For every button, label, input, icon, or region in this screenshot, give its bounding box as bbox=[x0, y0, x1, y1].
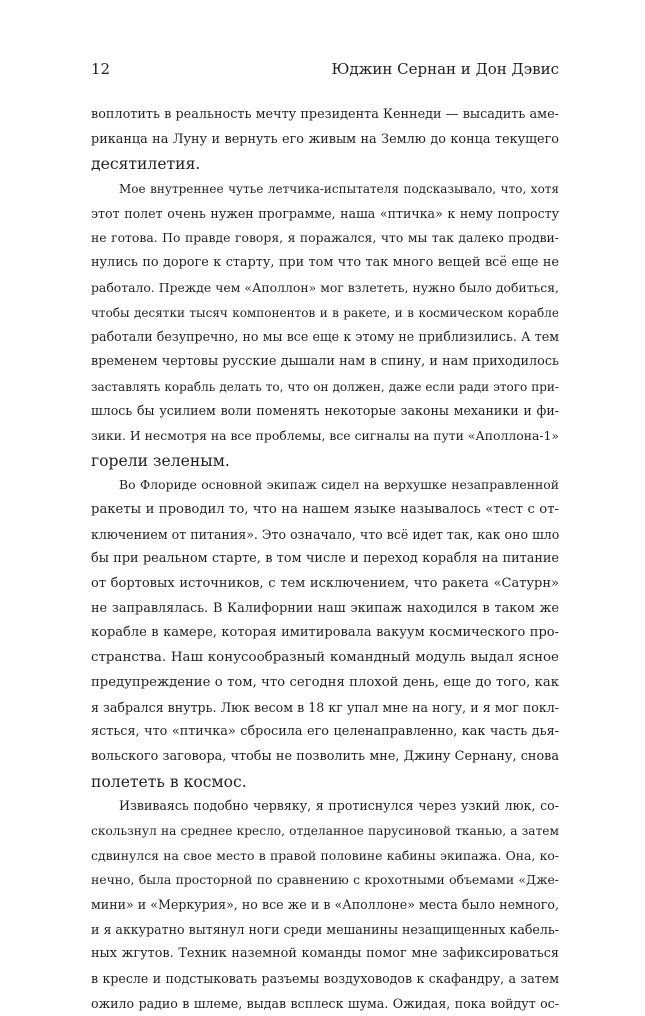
text-line: Извиваясь подобно червяку, я протиснулся через узкий люк, со- bbox=[119, 798, 559, 814]
text-line: от бортовых источников, с тем исключением, что ракета «Сатурн» bbox=[91, 576, 559, 592]
text-line: странства. Наш конусообразный командный модуль выдал ясное bbox=[91, 650, 559, 666]
text-line: горели зеленым. bbox=[91, 451, 230, 470]
text-line: временем чертовы русские дышали нам в спину, и нам приходилось bbox=[91, 353, 559, 369]
page-number: 12 bbox=[91, 60, 111, 78]
text-line: Мое внутреннее чутье летчика-испытателя подсказывало, что, хотя bbox=[119, 182, 559, 197]
text-line: десятилетия. bbox=[91, 155, 201, 174]
text-line: работало. Прежде чем «Аполлон» мог взлететь, нужно было добиться, bbox=[91, 279, 559, 295]
text-line: шлось бы усилием воли поменять некоторые законы механики и фи- bbox=[91, 403, 559, 419]
text-line: заставлять корабль делать то, что он должен, даже если ради этого при- bbox=[91, 379, 559, 394]
text-line: корабле в камере, которая имитировала вакуум космического про- bbox=[91, 625, 559, 641]
text-line: скользнул на среднее кресло, отделанное парусиновой тканью, а затем bbox=[91, 823, 559, 838]
text-line: Во Флориде основной экипаж сидел на верхушке незаправленной bbox=[119, 477, 559, 493]
text-line: полететь в космос. bbox=[91, 772, 247, 791]
text-line: вольского заговора, чтобы не позволить мне, Джину Сернану, снова bbox=[91, 748, 559, 764]
text-line: ожило радио в шлеме, выдав всплеск шума. Ожидая, пока войдут ос- bbox=[91, 995, 559, 1011]
text-line: этот полет очень нужен программе, наша «птичка» к нему попросту bbox=[91, 205, 559, 221]
text-line: сдвинулся на свое место в правой половине кабины экипажа. Она, ко- bbox=[91, 847, 559, 863]
text-line: чтобы десятки тысяч компонентов и в ракете, и в космическом корабле bbox=[91, 305, 559, 320]
text-line: нулись по дороге к старту, при том что так много вещей всё еще не bbox=[91, 255, 559, 271]
text-line: и я аккуратно вытянул ноги среди мешанины незащищенных кабель- bbox=[91, 921, 559, 937]
text-line: зики. И несмотря на все проблемы, все сигналы на пути «Аполлона-1» bbox=[91, 427, 559, 443]
text-line: нечно, была просторной по сравнению с крохотными объемами «Дже- bbox=[91, 872, 559, 888]
text-line: риканца на Луну и вернуть его живым на Землю до конца текущего bbox=[91, 131, 559, 147]
text-line: воплотить в реальность мечту президента Кеннеди — высадить аме- bbox=[91, 107, 559, 122]
text-line: ясться, что «птичка» сбросила его целенаправленно, как часть дья- bbox=[91, 724, 559, 740]
running-title: Юджин Сернан и Дон Дэвис bbox=[331, 60, 559, 78]
text-line: не заправлялась. В Калифорнии наш экипаж находился в таком же bbox=[91, 600, 559, 616]
text-line: не готова. По правде говоря, я поражался, что мы так далеко продви- bbox=[91, 230, 559, 246]
text-line: бы при реальном старте, в том числе и переход корабля на питание bbox=[91, 551, 559, 567]
text-line: предупреждение о том, что сегодня плохой день, еще до того, как bbox=[91, 674, 559, 690]
body-text bbox=[91, 103, 559, 1016]
text-line: в кресле и подстыковать разъемы воздуховодов к скафандру, а затем bbox=[91, 971, 559, 987]
text-line: мини» и «Меркурия», но все же и в «Аполлоне» места было немного, bbox=[91, 897, 559, 912]
text-line: ракеты и проводил то, что на нашем языке называлось «тест с от- bbox=[91, 502, 559, 517]
text-line: я забрался внутрь. Люк весом в 18 кг упал мне на ногу, и я мог покл- bbox=[91, 699, 559, 715]
text-line: ключением от питания». Это означало, что всё идет так, как оно шло bbox=[91, 526, 560, 542]
text-line: работали безупречно, но мы все еще к этому не приблизились. А тем bbox=[91, 329, 559, 345]
text-line: ных жгутов. Техник наземной команды помог мне зафиксироваться bbox=[91, 946, 559, 962]
page-header bbox=[91, 58, 559, 80]
